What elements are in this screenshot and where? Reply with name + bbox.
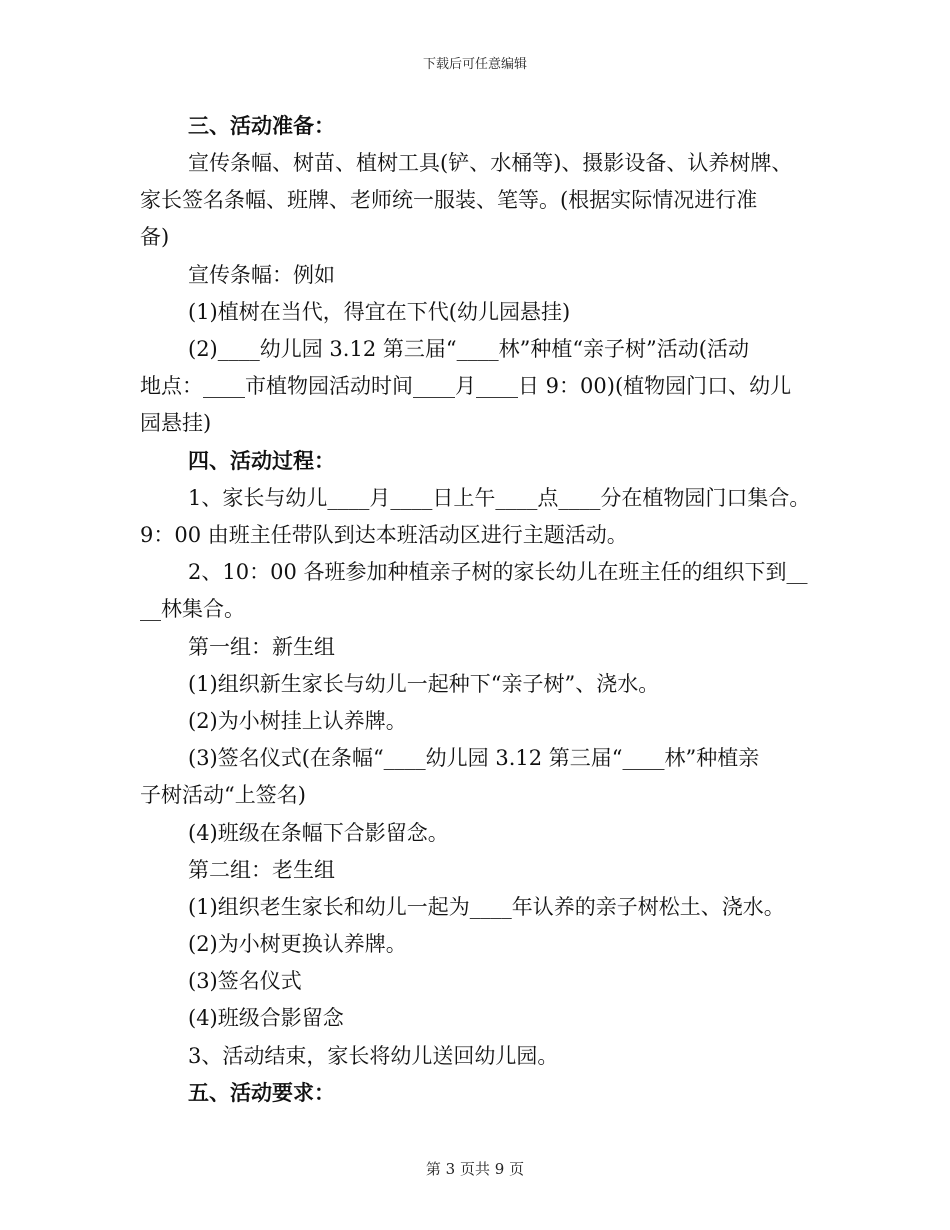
paragraph-line: 9：00 由班主任带队到达本班活动区进行主题活动。 [140, 523, 628, 547]
paragraph-line: 宣传条幅、树苗、植树工具(铲、水桶等)、摄影设备、认养树牌、 [188, 151, 793, 175]
paragraph-line: __林集合。 [140, 597, 245, 621]
list-item: 3、活动结束，家长将幼儿送回幼儿园。 [188, 1044, 559, 1068]
paragraph-line: 园悬挂) [140, 411, 212, 435]
section-heading-requirements: 五、活动要求： [188, 1080, 335, 1105]
list-item: (1)组织新生家长与幼儿一起种下“亲子树”、浇水。 [188, 672, 660, 696]
paragraph-line: 地点：____市植物园活动时间____月____日 9：00)(植物园门口、幼儿 [140, 374, 792, 398]
list-item: 2、10：00 各班参加种植亲子树的家长幼儿在班主任的组织下到__ [188, 560, 808, 584]
list-item: (4)班级在条幅下合影留念。 [188, 821, 449, 845]
paragraph-line: 家长签名条幅、班牌、老师统一服装、笔等。(根据实际情况进行准 [140, 188, 758, 212]
list-item: (1)植树在当代，得宜在下代(幼儿园悬挂) [188, 300, 571, 324]
list-item: (2)____幼儿园 3.12 第三届“____林”种植“亲子树”活动(活动 [188, 337, 749, 361]
paragraph-line: 备) [140, 225, 170, 249]
paragraph-line: 宣传条幅：例如 [188, 263, 335, 287]
page-header: 下载后可任意编辑 [422, 57, 527, 72]
page-footer: 第 3 页共 9 页 [425, 1160, 525, 1178]
list-item: (4)班级合影留念 [188, 1006, 344, 1030]
list-item: (1)组织老生家长和幼儿一起为____年认养的亲子树松土、浇水。 [188, 895, 785, 919]
group-title: 第一组：新生组 [188, 635, 335, 659]
list-item: (3)签名仪式 [188, 969, 302, 993]
group-title: 第二组：老生组 [188, 858, 335, 882]
paragraph-line: 子树活动“上签名) [140, 783, 306, 807]
list-item: (3)签名仪式(在条幅“____幼儿园 3.12 第三届“____林”种植亲 [188, 746, 760, 770]
section-heading-preparation: 三、活动准备： [188, 113, 335, 138]
list-item: (2)为小树挂上认养牌。 [188, 709, 407, 733]
list-item: (2)为小树更换认养牌。 [188, 932, 407, 956]
section-heading-process: 四、活动过程： [188, 448, 335, 473]
list-item: 1、家长与幼儿____月____日上午____点____分在植物园门口集合。 [188, 486, 811, 510]
